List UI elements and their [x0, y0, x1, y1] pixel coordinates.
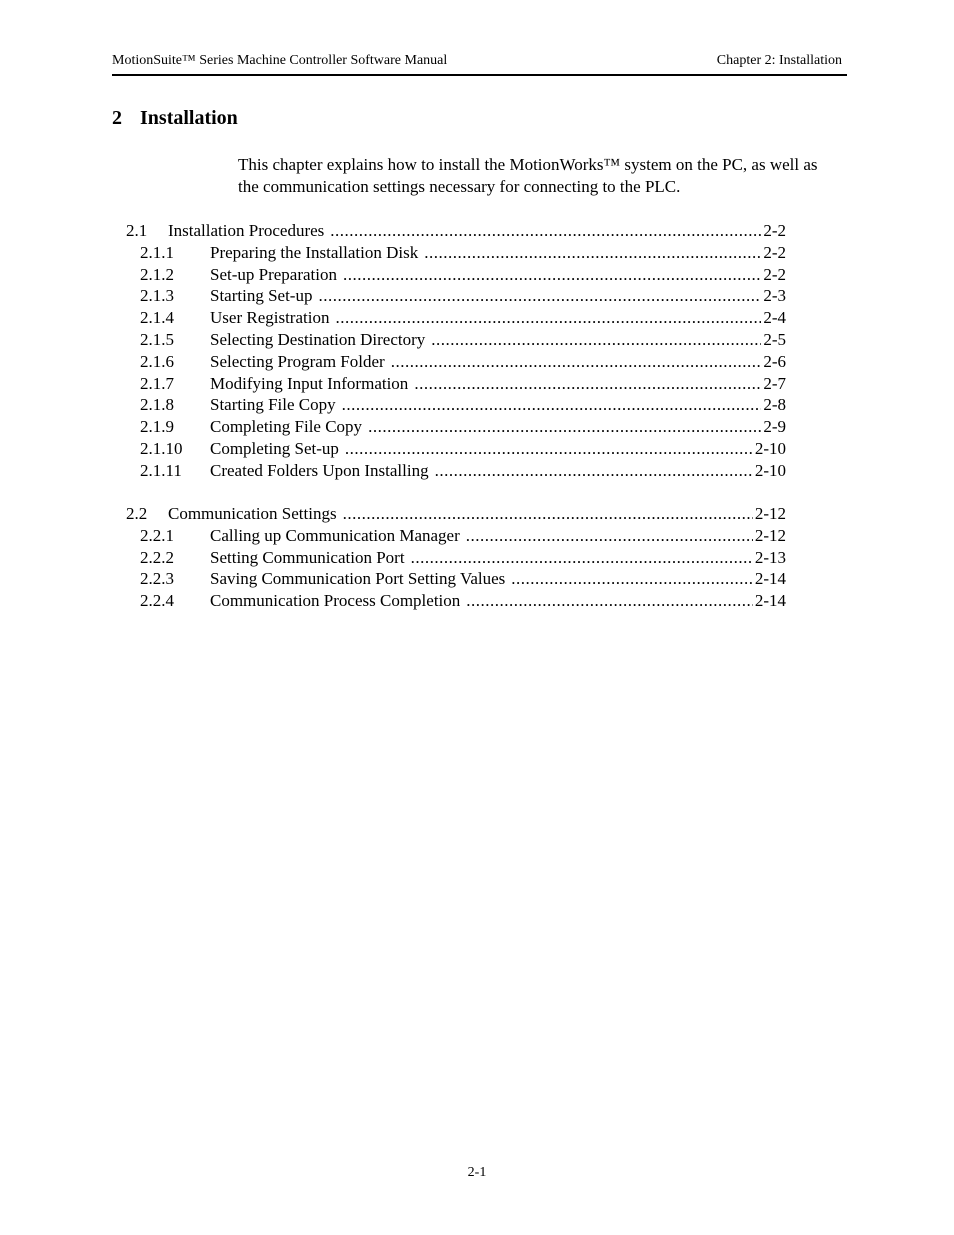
- toc-entry[interactable]: [126, 438, 786, 460]
- toc-leader: [330, 220, 761, 242]
- toc-leader: [466, 525, 753, 547]
- toc-title: Completing File Copy: [210, 417, 363, 437]
- page-number: 2-1: [467, 1165, 487, 1180]
- toc-page: 2-3: [763, 286, 786, 306]
- toc-leader: [511, 568, 753, 590]
- toc-page: 2-2: [763, 221, 786, 240]
- toc-title: Selecting Program Folder: [210, 351, 385, 371]
- toc-number: 2.1.8: [140, 395, 174, 415]
- toc-title: Communication Process Completion: [210, 591, 461, 611]
- toc-leader: [342, 394, 762, 416]
- toc-entry[interactable]: [126, 460, 786, 482]
- toc-page: 2-8: [763, 395, 786, 415]
- toc-page: 2-7: [763, 373, 786, 393]
- toc-entry[interactable]: [126, 220, 786, 242]
- toc-leader: [343, 264, 761, 286]
- toc-entry[interactable]: [126, 568, 786, 590]
- toc-entry[interactable]: [126, 416, 786, 438]
- toc-leader: [411, 547, 753, 569]
- toc-leader: [345, 438, 753, 460]
- toc-leader: [318, 285, 761, 307]
- toc-title: Communication Settings: [168, 504, 337, 523]
- toc-leader: [414, 373, 761, 395]
- toc-number: 2.1.9: [140, 417, 174, 437]
- toc-entry[interactable]: [126, 373, 786, 395]
- toc-page: 2-9: [763, 417, 786, 437]
- toc-leader: [391, 351, 762, 373]
- toc-number: 2.1.6: [140, 351, 174, 371]
- toc-page: 2-2: [763, 242, 786, 262]
- toc-number: 2.1.5: [140, 329, 174, 349]
- toc-number: 2.2.4: [140, 591, 174, 611]
- toc-title: Calling up Communication Manager: [210, 525, 460, 545]
- toc-title: Saving Communication Port Setting Values: [210, 569, 506, 589]
- toc-title: Starting File Copy: [210, 395, 336, 415]
- toc-number: 2.1.7: [140, 373, 174, 393]
- page-header: [112, 52, 847, 76]
- toc-entry[interactable]: [126, 329, 786, 351]
- toc-title: Set-up Preparation: [210, 264, 337, 284]
- toc-page: 2-10: [754, 460, 786, 480]
- toc-title: User Registration: [210, 308, 330, 328]
- toc-title: Modifying Input Information: [210, 373, 409, 393]
- toc-title: Installation Procedures: [168, 221, 325, 240]
- toc-number: 2.1.1: [140, 242, 174, 262]
- toc-number: 2.1.10: [140, 438, 183, 458]
- toc-leader: [343, 503, 753, 525]
- chapter-label: Chapter 2: Installation: [716, 53, 842, 68]
- toc-number: 2.1.11: [140, 460, 182, 480]
- toc-leader: [431, 329, 761, 351]
- toc-entry[interactable]: [126, 547, 786, 569]
- toc-title: Created Folders Upon Installing: [210, 460, 429, 480]
- toc-title: Starting Set-up: [210, 286, 313, 306]
- toc-leader: [466, 590, 753, 612]
- toc-page: 2-2: [763, 264, 786, 284]
- toc-section-communication: [126, 503, 786, 612]
- toc-number: 2.1: [126, 221, 148, 240]
- toc-number: 2.1.3: [140, 286, 174, 306]
- toc-page: 2-14: [754, 569, 786, 589]
- toc-entry[interactable]: [126, 285, 786, 307]
- toc-entry[interactable]: [126, 264, 786, 286]
- toc-number: 2.2.2: [140, 547, 174, 567]
- toc-number: 2.2.3: [140, 569, 174, 589]
- toc-page: 2-5: [763, 329, 786, 349]
- toc-page: 2-12: [754, 504, 786, 523]
- chapter-title: Installation: [140, 107, 238, 129]
- toc-title: Preparing the Installation Disk: [210, 242, 419, 262]
- manual-title: MotionSuite™ Series Machine Controller Software Manual: [112, 53, 448, 68]
- toc-entry[interactable]: [126, 242, 786, 264]
- toc-number: 2.1.2: [140, 264, 174, 284]
- toc-entry[interactable]: [126, 307, 786, 329]
- toc-leader: [435, 460, 753, 482]
- toc-page: 2-10: [754, 438, 786, 458]
- toc-number: 2.2.1: [140, 525, 174, 545]
- toc-title: Selecting Destination Directory: [210, 329, 426, 349]
- toc-number: 2.2: [126, 504, 148, 523]
- toc-page: 2-14: [754, 591, 786, 611]
- toc-entry[interactable]: [126, 590, 786, 612]
- toc-entry[interactable]: [126, 394, 786, 416]
- chapter-number: 2: [112, 107, 122, 129]
- chapter-heading: [112, 107, 238, 130]
- toc-entry[interactable]: [126, 351, 786, 373]
- toc-page: 2-6: [763, 351, 786, 371]
- toc-leader: [368, 416, 761, 438]
- toc-page: 2-13: [754, 547, 786, 567]
- toc-section-installation: [126, 220, 786, 482]
- toc-entry[interactable]: [126, 503, 786, 525]
- chapter-intro: This chapter explains how to install the MotionWorks™ system on the PC, as well as the communication settings necessary for connecting to the PLC.: [238, 155, 818, 196]
- toc-page: 2-4: [763, 308, 786, 328]
- toc-leader: [424, 242, 761, 264]
- toc-number: 2.1.4: [140, 308, 174, 328]
- toc-page: 2-12: [754, 525, 786, 545]
- toc-entry[interactable]: [126, 525, 786, 547]
- toc-title: Completing Set-up: [210, 438, 339, 458]
- toc-title: Setting Communication Port: [210, 547, 405, 567]
- toc-leader: [335, 307, 761, 329]
